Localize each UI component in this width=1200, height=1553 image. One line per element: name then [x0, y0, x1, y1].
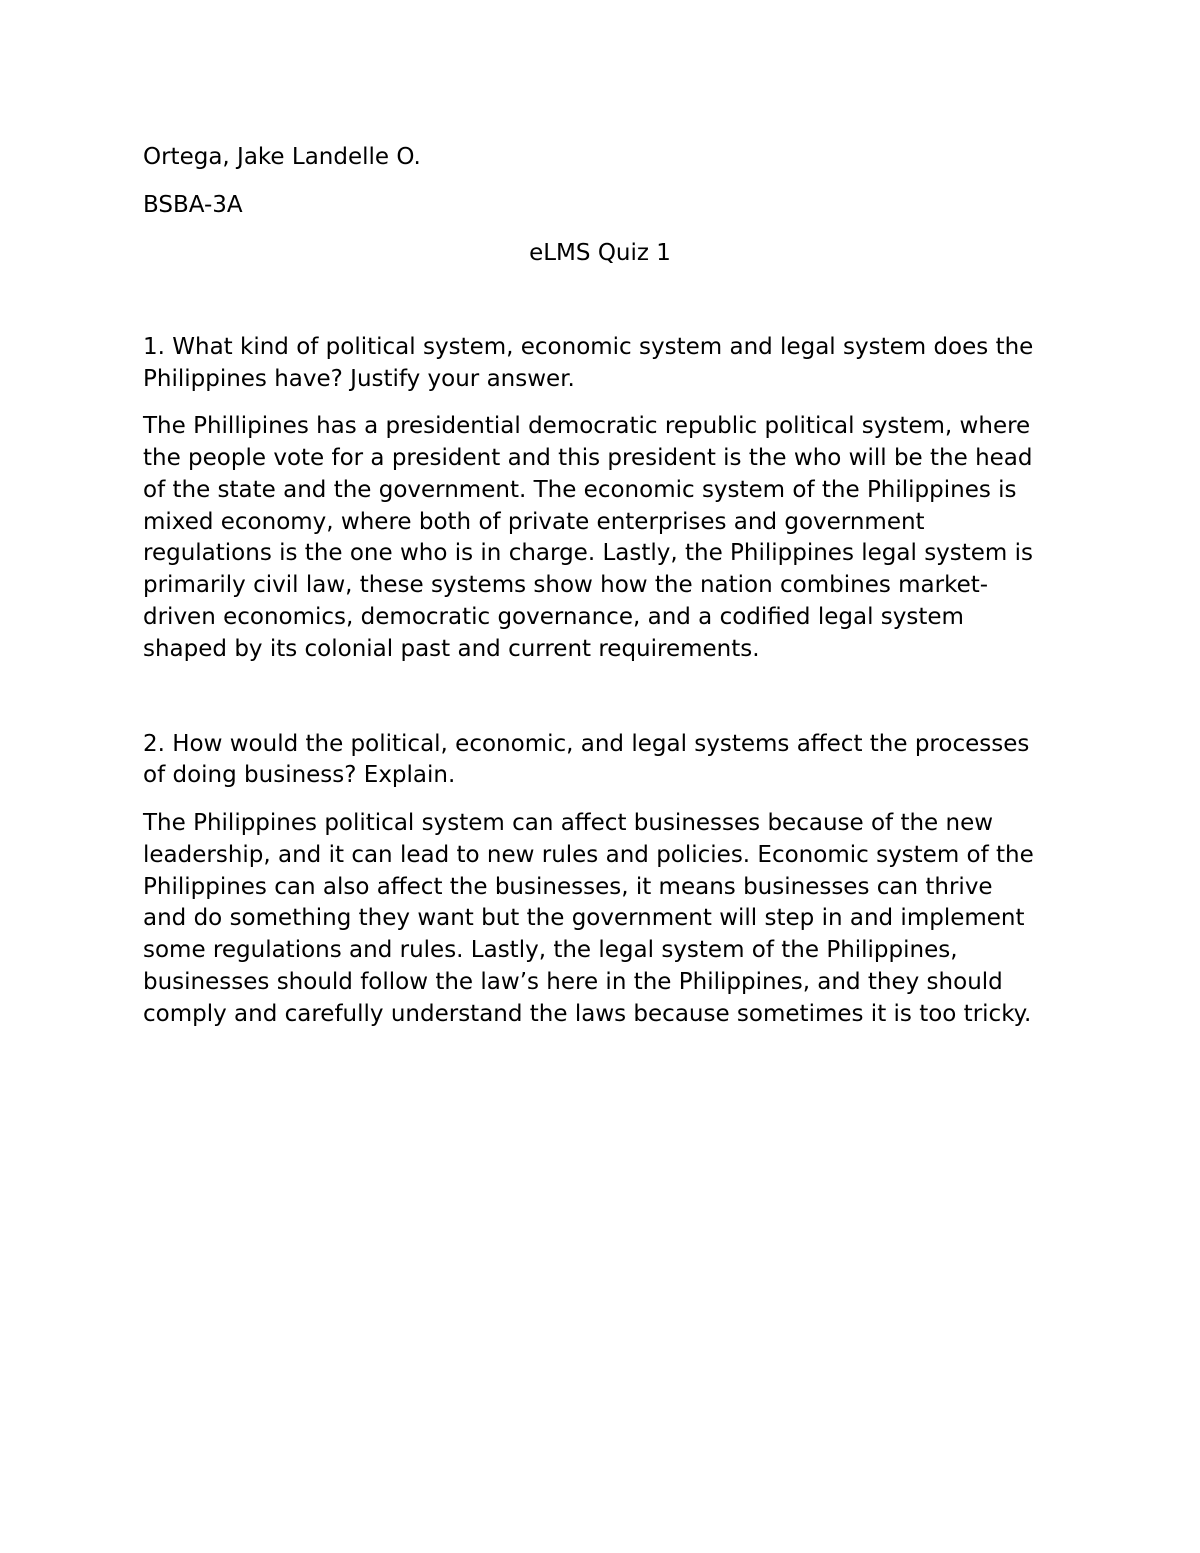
answer-2-line: comply and carefully understand the laws because sometimes it is too tricky.: [143, 1001, 1032, 1027]
answer-1-line: the people vote for a president and this president is the who will be the head: [143, 445, 1033, 471]
answer-2-line: and do something they want but the government will step in and implement: [143, 905, 1025, 931]
answer-1-line: regulations is the one who is in charge. Lastly, the Philippines legal system is: [143, 540, 1034, 566]
question-2-line: of doing business? Explain.: [143, 762, 456, 788]
student-name: Ortega, Jake Landelle O.: [143, 144, 421, 170]
question-2-line: 2. How would the political, economic, and legal systems affect the processes: [143, 731, 1030, 757]
answer-2-line: some regulations and rules. Lastly, the legal system of the Philippines,: [143, 937, 958, 963]
answer-2-line: The Philippines political system can affect businesses because of the new: [143, 810, 994, 836]
answer-1-line: The Phillipines has a presidential democratic republic political system, where: [143, 413, 1031, 439]
question-1-line: Philippines have? Justify your answer.: [143, 366, 575, 392]
answer-2-line: Philippines can also affect the businesses, it means businesses can thrive: [143, 874, 993, 900]
answer-2-line: leadership, and it can lead to new rules and policies. Economic system of the: [143, 842, 1034, 868]
question-1-line: 1. What kind of political system, economic system and legal system does the: [143, 334, 1034, 360]
student-section: BSBA-3A: [143, 192, 243, 218]
answer-1-line: primarily civil law, these systems show how the nation combines market-: [143, 572, 989, 598]
answer-1-line: shaped by its colonial past and current requirements.: [143, 636, 760, 662]
answer-2-line: businesses should follow the law’s here in the Philippines, and they should: [143, 969, 1003, 995]
answer-1-line: driven economics, democratic governance, and a codified legal system: [143, 604, 964, 630]
answer-1-line: of the state and the government. The economic system of the Philippines is: [143, 477, 1017, 503]
answer-1-line: mixed economy, where both of private enterprises and government: [143, 509, 925, 535]
quiz-title: eLMS Quiz 1: [529, 240, 671, 266]
